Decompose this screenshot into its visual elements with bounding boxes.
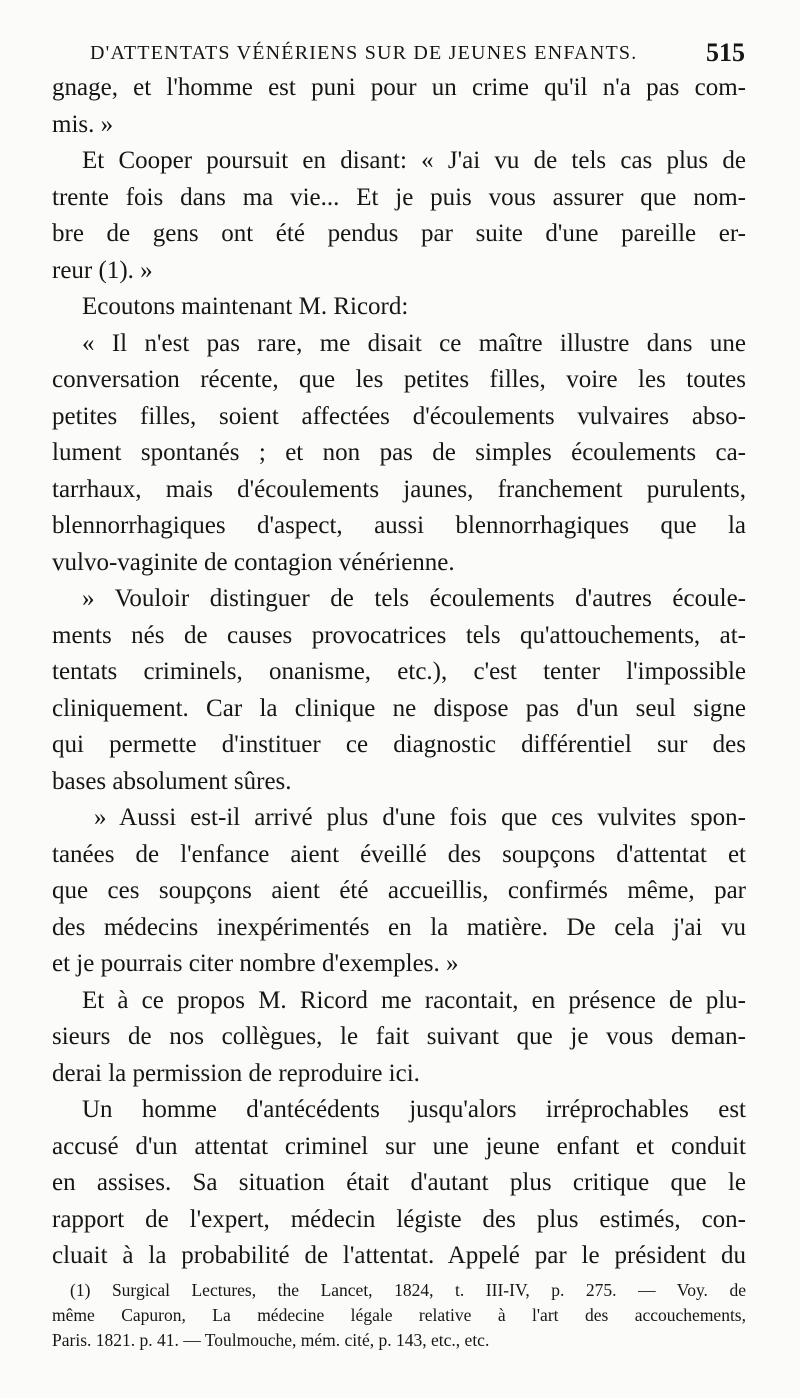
text-line: tarrhaux, mais d'écoulements jaunes, franchement purulents, (52, 475, 746, 503)
text-line: en assises. Sa situation était d'autant plus critique que le (52, 1169, 746, 1196)
text-line: reur (1). » (52, 256, 153, 284)
text-line: blennorrhagiques d'aspect, aussi blennorrhagiques que la (52, 512, 746, 539)
page-header (90, 38, 745, 72)
footnote-line: Paris. 1821. p. 41. — Toulmouche, mém. cité, p. 143, etc., etc. (52, 1330, 490, 1350)
text-line: rapport de l'expert, médecin légiste des plus estimés, con- (52, 1205, 746, 1233)
text-line: lument spontanés ; et non pas de simples écoulements ca- (52, 439, 746, 466)
text-line: vulvo-vaginite de contagion vénérienne. (52, 548, 455, 576)
text-line: trente fois dans ma vie... Et je puis vous assurer que nom- (52, 183, 746, 211)
text-line: des médecins inexpérimentés en la matière. De cela j'ai vu (52, 913, 746, 941)
text-line: Et Cooper poursuit en disant: « J'ai vu de tels cas plus de (82, 147, 746, 174)
footnote-line: même Capuron, La médecine légale relative à l'art des accouchements, (52, 1305, 746, 1325)
text-line: cluait à la probabilité de l'attentat. Appelé par le président du (52, 1242, 746, 1269)
text-line: qui permette d'instituer ce diagnostic différentiel sur des (52, 731, 746, 758)
text-line: Un homme d'antécédents jusqu'alors irréprochables est (82, 1096, 746, 1123)
text-line: Et à ce propos M. Ricord me racontait, en présence de plu- (82, 986, 746, 1014)
text-line: bases absolument sûres. (52, 767, 292, 795)
text-line: que ces soupçons aient été accueillis, confirmés même, par (52, 877, 746, 904)
text-line: et je pourrais citer nombre d'exemples. » (52, 950, 459, 977)
text-line: conversation récente, que les petites filles, voire les toutes (52, 366, 746, 393)
text-line: sieurs de nos collègues, le fait suivant que je vous deman- (52, 1023, 746, 1050)
text-line: » Aussi est-il arrivé plus d'une fois que ces vulvites spon- (94, 804, 746, 831)
text-line: derai la permission de reproduire ici. (52, 1059, 420, 1087)
text-line: » Vouloir distinguer de tels écoulements d'autres écoule- (82, 585, 746, 612)
text-line: tentats criminels, onanisme, etc.), c'est tenter l'impossible (52, 658, 746, 685)
text-line: « Il n'est pas rare, me disait ce maître illustre dans une (82, 329, 746, 357)
text-line: tanées de l'enfance aient éveillé des soupçons d'attentat et (52, 840, 746, 868)
text-line: mis. » (52, 110, 114, 138)
body-text (52, 70, 746, 1275)
text-line: gnage, et l'homme est puni pour un crime qu'il n'a pas com- (52, 74, 746, 101)
footnote-line: (1) Surgical Lectures, the Lancet, 1824, t. III-IV, p. 275. — Voy. de (70, 1280, 746, 1300)
text-line: petites filles, soient affectées d'écoulements vulvaires abso- (52, 402, 746, 430)
running-head: D'ATTENTATS VÉNÉRIENS SUR DE JEUNES ENFANTS. (90, 42, 638, 64)
text-line: accusé d'un attentat criminel sur une jeune enfant et conduit (52, 1132, 746, 1160)
footnotes (52, 1278, 746, 1353)
text-line: Ecoutons maintenant M. Ricord: (82, 293, 409, 320)
text-line: bre de gens ont été pendus par suite d'une pareille er- (52, 220, 746, 247)
text-line: cliniquement. Car la clinique ne dispose pas d'un seul signe (52, 694, 746, 722)
text-line: ments nés de causes provocatrices tels qu'attouchements, at- (52, 621, 746, 649)
page-number: 515 (706, 38, 745, 67)
